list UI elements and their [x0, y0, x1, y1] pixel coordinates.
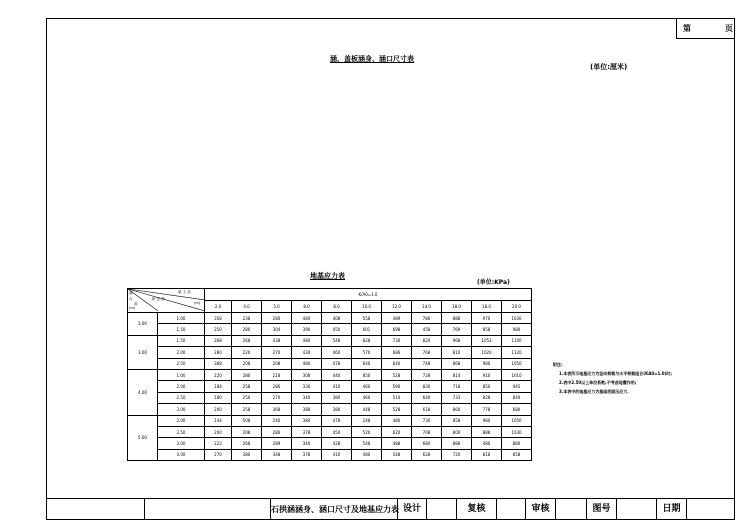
stress-value-cell: 428 [322, 438, 352, 449]
stress-value-cell: 408 [322, 313, 352, 324]
fill-height-cell: 1.50 [158, 324, 205, 335]
stress-value-cell: 280 [205, 347, 232, 358]
fill-height-cell: 2.50 [158, 358, 205, 369]
stress-value-cell: 548 [382, 449, 412, 460]
abutment-height-cell: 3.00 [128, 313, 158, 336]
table-row [128, 404, 532, 415]
stress-value-cell: 268 [232, 335, 262, 346]
title-block-blank-2 [145, 499, 271, 520]
stress-value-cell: 1030 [502, 426, 532, 437]
design-label: 设计 [398, 499, 427, 520]
column-header: 5.0 [262, 301, 292, 313]
stress-value-cell: 268 [232, 438, 262, 449]
page-label-suffix: 页 [725, 24, 733, 33]
stress-value-cell: 510 [382, 392, 412, 403]
stress-value-cell: 590 [382, 381, 412, 392]
date-label: 日期 [657, 499, 687, 520]
stress-value-cell: 888 [442, 313, 472, 324]
table-corner-header [128, 289, 205, 313]
stress-value-cell: 144 [205, 415, 232, 426]
fill-height-cell: 2.00 [158, 381, 205, 392]
document-title: 涵、盖板涵身、涵口尺寸表 [330, 55, 414, 63]
stress-value-cell: 220 [232, 347, 262, 358]
review-label: 复核 [457, 499, 497, 520]
stress-value-cell: 570 [352, 347, 382, 358]
stress-value-cell: 280 [262, 313, 292, 324]
stress-value-cell: 448 [352, 404, 382, 415]
stress-value-cell: 380 [322, 392, 352, 403]
stress-value-cell: 730 [412, 415, 442, 426]
stress-value-cell: 769 [442, 324, 472, 335]
abutment-height-cell: 4.00 [128, 369, 158, 415]
column-header: 8.0 [292, 301, 322, 313]
stress-value-cell: 378 [292, 449, 322, 460]
corner-diagonal-lines [128, 289, 205, 311]
stress-value-cell: 460 [352, 392, 382, 403]
stress-value-cell: 1100 [502, 335, 532, 346]
stress-value-cell: 680 [412, 438, 442, 449]
stress-value-cell: 340 [292, 392, 322, 403]
stress-value-cell: 818 [472, 449, 502, 460]
stress-value-cell: 270 [262, 392, 292, 403]
table-row [128, 335, 532, 346]
corner-label-fill-height: 填 土 高 [178, 290, 191, 294]
stress-value-cell: 980 [472, 358, 502, 369]
stress-value-cell: 480 [382, 415, 412, 426]
stress-value-cell: 828 [472, 392, 502, 403]
stress-value-cell: 1053 [472, 335, 502, 346]
stress-value-cell: 628 [412, 449, 442, 460]
stress-value-cell: 480 [472, 438, 502, 449]
stress-value-cell: 330 [292, 381, 322, 392]
notes-title: 附注: [553, 362, 563, 367]
column-header: 18.0 [442, 301, 472, 313]
stress-value-cell: 218 [262, 369, 292, 380]
table-row [128, 449, 532, 460]
fill-height-cell: 3.00 [158, 438, 205, 449]
stress-value-cell: 945 [502, 381, 532, 392]
stress-value-cell: 780 [412, 313, 442, 324]
stress-value-cell: 1120 [502, 347, 532, 358]
column-header: 8.0 [322, 301, 352, 313]
stress-value-cell: 460 [322, 347, 352, 358]
abutment-height-cell: 5.00 [128, 415, 158, 461]
stress-value-cell: 208 [232, 426, 262, 437]
stress-value-cell: 620 [382, 426, 412, 437]
stress-value-cell: 748 [412, 358, 442, 369]
drawing-title: 石拱涵涵身、涵口尺寸及地基应力表 [271, 499, 398, 520]
stress-value-cell: 730 [382, 335, 412, 346]
stress-value-cell: 368 [205, 358, 232, 369]
stress-value-cell: 250 [205, 324, 232, 335]
note-line-1: 1.本表所示地基应力为竖向荷载与水平荷载组合(KA0=1.0)时; [559, 371, 672, 376]
column-header: 14.0 [412, 301, 442, 313]
corner-label-height: 高 [134, 302, 138, 306]
stress-value-cell: 814 [442, 369, 472, 380]
approve-label: 审核 [526, 499, 556, 520]
column-header: 2.0 [205, 301, 232, 313]
stress-value-cell: 718 [442, 381, 472, 392]
stress-value-cell: 308 [292, 369, 322, 380]
stress-value-cell: 200 [205, 426, 232, 437]
stress-value-cell: 850 [472, 381, 502, 392]
stress-value-cell: 828 [352, 335, 382, 346]
document-unit: (单位:厘米) [590, 63, 628, 71]
group-header: K/A0=1.0 [205, 289, 532, 301]
stress-value-cell: 558 [352, 313, 382, 324]
corner-label-unit: (m) [194, 301, 201, 305]
stress-value-cell: 548 [322, 335, 352, 346]
stress-value-cell: 289 [262, 438, 292, 449]
table-row [128, 369, 532, 380]
stress-value-cell: 850 [352, 369, 382, 380]
stress-value-cell: 640 [412, 392, 442, 403]
stress-value-cell: 910 [472, 369, 502, 380]
stress-value-cell: 618 [412, 404, 442, 415]
stress-value-cell: 528 [382, 369, 412, 380]
stress-value-cell: 830 [412, 381, 442, 392]
fill-height-cell: 1.50 [158, 335, 205, 346]
stress-value-cell: 180 [205, 392, 232, 403]
stress-value-cell: 708 [412, 426, 442, 437]
stress-value-cell: 810 [442, 347, 472, 358]
fill-height-cell: 1.00 [158, 313, 205, 324]
stress-value-cell: 480 [292, 335, 322, 346]
table-row [128, 426, 532, 437]
fill-height-cell: 2.50 [158, 426, 205, 437]
abutment-height-cell: 3.00 [128, 335, 158, 369]
stress-value-cell: 858 [472, 324, 502, 335]
fill-height-cell: 2.00 [158, 347, 205, 358]
table-row [128, 313, 532, 324]
stress-value-cell: 238 [232, 313, 262, 324]
stress-value-cell: 380 [232, 449, 262, 460]
stress-value-cell: 240 [262, 415, 292, 426]
stress-value-cell: 478 [322, 358, 352, 369]
table-title: 地基应力表 [310, 272, 345, 280]
stress-value-cell: 488 [382, 438, 412, 449]
stress-value-cell: 601 [352, 324, 382, 335]
stress-value-cell: 698 [382, 324, 412, 335]
stress-value-cell: 860 [442, 404, 472, 415]
stress-value-cell: 480 [292, 358, 322, 369]
stress-value-cell: 286 [262, 426, 292, 437]
corner-label-culvert: 涵 [129, 291, 133, 295]
stress-value-cell: 728 [412, 369, 442, 380]
stress-value-cell: 888 [442, 438, 472, 449]
drawing-no-value [617, 499, 657, 520]
page-number-box [676, 18, 735, 39]
page-label-prefix: 第 [683, 24, 691, 33]
foundation-stress-table [127, 288, 532, 461]
stress-value-cell: 270 [262, 347, 292, 358]
fill-height-cell: 4.00 [158, 449, 205, 460]
drawing-no-label: 图号 [587, 499, 617, 520]
stress-value-cell: 258 [232, 404, 262, 415]
design-value [427, 499, 457, 520]
title-block [46, 498, 735, 520]
stress-value-cell: 858 [502, 449, 532, 460]
stress-value-cell: 380 [322, 404, 352, 415]
stress-value-cell: 640 [352, 358, 382, 369]
stress-value-cell: 280 [232, 324, 262, 335]
stress-value-cell: 450 [322, 324, 352, 335]
stress-value-cell: 304 [262, 324, 292, 335]
table-row [128, 381, 532, 392]
stress-value-cell: 686 [382, 347, 412, 358]
stress-value-cell: 888 [472, 426, 502, 437]
stress-value-cell: 1050 [502, 415, 532, 426]
stress-value-cell: 840 [502, 392, 532, 403]
stress-value-cell: 410 [322, 449, 352, 460]
table-row [128, 347, 532, 358]
stress-value-cell: 1020 [472, 347, 502, 358]
fill-height-cell: 2.50 [158, 392, 205, 403]
stress-value-cell: 980 [502, 324, 532, 335]
stress-value-cell: 378 [292, 426, 322, 437]
stress-value-cell: 733 [442, 392, 472, 403]
stress-value-cell: 720 [442, 449, 472, 460]
stress-value-cell: 368 [262, 404, 292, 415]
stress-value-cell: 220 [205, 369, 232, 380]
stress-value-cell: 270 [205, 449, 232, 460]
column-header: 18.0 [472, 301, 502, 313]
stress-value-cell: 358 [205, 313, 232, 324]
corner-label-abutment: 台 [129, 297, 133, 301]
stress-value-cell: 184 [205, 381, 232, 392]
review-value [497, 499, 526, 520]
stress-value-cell: 348 [262, 449, 292, 460]
stress-value-cell: 388 [292, 404, 322, 415]
approve-value [556, 499, 587, 520]
stress-value-cell: 340 [292, 438, 322, 449]
stress-value-cell: 480 [352, 449, 382, 460]
stress-value-cell: 528 [382, 404, 412, 415]
stress-value-cell: 208 [232, 358, 262, 369]
stress-value-cell: 508 [232, 415, 262, 426]
table-row [128, 324, 532, 335]
column-header: 10.0 [352, 301, 382, 313]
stress-value-cell: 980 [472, 415, 502, 426]
stress-value-cell: 520 [352, 426, 382, 437]
note-line-2: 2.表中2.50以上单位系数,不考虑地震作用; [559, 380, 637, 385]
stress-value-cell: 200 [205, 404, 232, 415]
stress-value-cell: 800 [442, 426, 472, 437]
stress-value-cell: 458 [412, 324, 442, 335]
stress-value-cell: 858 [442, 415, 472, 426]
stress-value-cell: 968 [442, 335, 472, 346]
stress-value-cell: 248 [352, 415, 382, 426]
stress-value-cell: 640 [382, 358, 412, 369]
corner-label-span: 跨 径 高 [152, 297, 165, 301]
table-row [128, 438, 532, 449]
note-line-3: 3.本表中的地基应力为基础底面压应力. [559, 389, 629, 394]
table-row [128, 415, 532, 426]
notes-block [553, 360, 672, 396]
stress-value-cell: 430 [292, 347, 322, 358]
stress-value-cell: 438 [262, 335, 292, 346]
stress-value-cell: 1010 [502, 369, 532, 380]
table-row [128, 392, 532, 403]
stress-value-cell: 970 [472, 313, 502, 324]
stress-value-cell: 380 [292, 415, 322, 426]
stress-value-cell: 489 [382, 313, 412, 324]
stress-value-cell: 768 [412, 347, 442, 358]
column-header: 20.0 [502, 301, 532, 313]
corner-label-height-unit: (m) [129, 306, 136, 310]
table-row [128, 358, 532, 369]
stress-value-cell: 680 [502, 404, 532, 415]
title-block-blank-1 [46, 499, 145, 520]
stress-value-cell: 480 [292, 313, 322, 324]
fill-height-cell: 1.00 [158, 369, 205, 380]
stress-value-cell: 548 [352, 438, 382, 449]
stress-value-cell: 1030 [502, 313, 532, 324]
stress-value-cell: 440 [322, 369, 352, 380]
stress-value-cell: 880 [502, 438, 532, 449]
stress-value-cell: 268 [205, 335, 232, 346]
stress-value-cell: 410 [322, 381, 352, 392]
stress-value-cell: 478 [322, 415, 352, 426]
column-header: 12.0 [382, 301, 412, 313]
stress-value-cell: 868 [442, 358, 472, 369]
stress-value-cell: 222 [205, 438, 232, 449]
stress-value-cell: 390 [292, 324, 322, 335]
stress-value-cell: 280 [232, 369, 262, 380]
stress-value-cell: 1050 [502, 358, 532, 369]
stress-value-cell: 286 [262, 381, 292, 392]
date-value [687, 499, 735, 520]
stress-value-cell: 778 [472, 404, 502, 415]
column-header: 4.0 [232, 301, 262, 313]
stress-value-cell: 820 [412, 335, 442, 346]
fill-height-cell: 2.00 [158, 415, 205, 426]
stress-value-cell: 208 [262, 358, 292, 369]
stress-value-cell: 450 [322, 426, 352, 437]
fill-height-cell: 3.00 [158, 404, 205, 415]
stress-value-cell: 460 [352, 381, 382, 392]
stress-value-cell: 258 [232, 381, 262, 392]
table-unit: (单位:KPa) [477, 279, 510, 286]
stress-value-cell: 250 [232, 392, 262, 403]
